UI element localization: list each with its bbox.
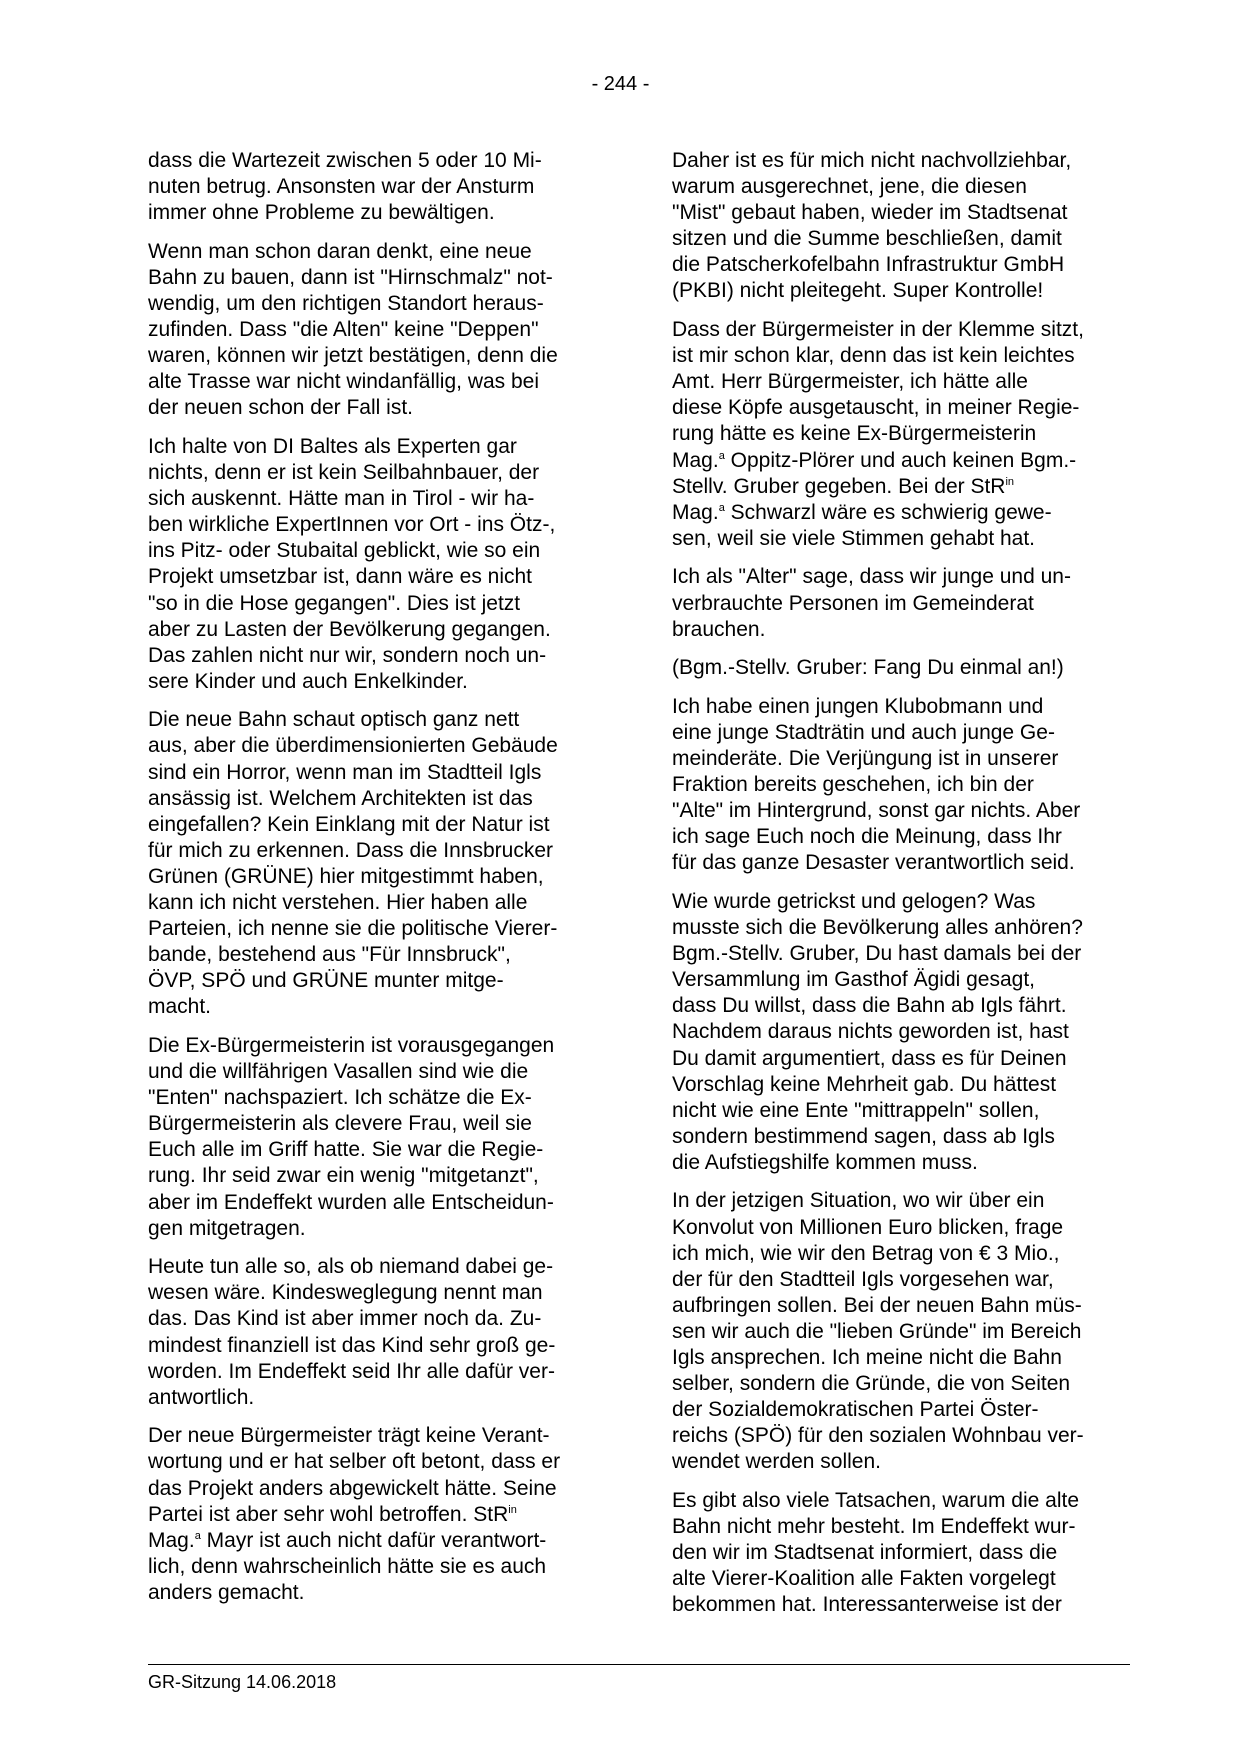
text-line: lich, denn wahrscheinlich hätte sie es auch (148, 1554, 547, 1578)
footer-divider (148, 1664, 1130, 1665)
text-line: anders gemacht. (148, 1580, 305, 1604)
text-line: Projekt umsetzbar ist, dann wäre es nicht (148, 565, 533, 589)
text-line: aber zu Lasten der Bevölkerung gegangen. (148, 617, 551, 641)
text-line: sere Kinder und auch Enkelkinder. (148, 669, 468, 693)
text-line: Es gibt also viele Tatsachen, warum die alte (672, 1489, 1079, 1512)
text-line: wortung und er hat selber oft betont, dass er (148, 1450, 561, 1474)
text-line: immer ohne Probleme zu bewältigen. (148, 201, 495, 225)
text-line: Daher ist es für mich nicht nachvollziehbar, (672, 149, 1072, 172)
text-line: Du damit argumentiert, dass es für Deinen (672, 1046, 1067, 1070)
text-line: "Mist" gebaut haben, wieder im Stadtsenat (672, 201, 1068, 225)
text-line: Ich habe einen jungen Klubobmann und (672, 694, 1044, 718)
text-line: nichts, denn er ist kein Seilbahnbauer, der (148, 461, 540, 485)
footer-session-date: GR-Sitzung 14.06.2018 (148, 1672, 337, 1692)
text-line: Amt. Herr Bürgermeister, ich hätte alle (672, 370, 1028, 394)
text-line: rung. Ihr seid zwar ein wenig "mitgetanzt", (148, 1164, 539, 1188)
right-paragraph-8 (672, 1488, 1118, 1618)
right-paragraph-5 (672, 694, 1118, 877)
right-paragraph-2 (672, 317, 1118, 552)
text-line: Euch alle im Griff hatte. Sie war die Regie- (148, 1138, 544, 1162)
text-line: für mich zu erkennen. Dass die Innsbrucker (148, 838, 554, 862)
left-paragraph-5 (148, 1033, 594, 1242)
text-line: für das ganze Desaster verantwortlich seid. (672, 851, 1075, 875)
text-line: wendet werden sollen. (672, 1450, 881, 1474)
text-line: wendig, um den richtigen Standort heraus- (148, 291, 544, 315)
text-line: sen wir auch die "lieben Gründe" im Bereich (672, 1319, 1082, 1343)
text-line: aus, aber die überdimensionierten Gebäude (148, 734, 558, 758)
text-line: sind ein Horror, wenn man im Stadtteil Igls (148, 760, 542, 784)
text-line: waren, können wir jetzt bestätigen, denn die (148, 344, 558, 368)
text-line: alte Trasse war nicht windanfällig, was bei (148, 370, 540, 394)
text-line: ÖVP, SPÖ und GRÜNE munter mitge- (148, 969, 504, 993)
text-line: ansässig ist. Welchem Architekten ist das (148, 786, 533, 810)
text-line: In der jetzigen Situation, wo wir über ein (672, 1189, 1045, 1213)
text-line: musste sich die Bevölkerung alles anhören? (672, 916, 1083, 940)
text-line: antwortlich. (148, 1385, 255, 1409)
right-paragraph-3 (672, 564, 1118, 642)
text-line: ich sage Euch noch die Meinung, dass Ihr (672, 825, 1062, 849)
text-line: Die neue Bahn schaut optisch ganz nett (148, 708, 520, 732)
text-line: ist mir schon klar, denn das ist kein leichtes (672, 344, 1075, 368)
text-line: sen, weil sie viele Stimmen gehabt hat. (672, 526, 1036, 550)
right-paragraph-7 (672, 1188, 1118, 1475)
text-line: Nachdem daraus nichts geworden ist, hast (672, 1020, 1069, 1044)
text-line: ben wirkliche ExpertInnen vor Ort - ins Ötz-, (148, 513, 556, 537)
text-line: meinderäte. Die Verjüngung ist in unserer (672, 746, 1059, 770)
left-paragraph-3 (148, 434, 594, 695)
text-line: rung hätte es keine Ex-Bürgermeisterin (672, 422, 1037, 446)
text-line: bande, bestehend aus "Für Innsbruck", (148, 943, 511, 967)
text-line: Bürgermeisterin als clevere Frau, weil sie (148, 1112, 532, 1136)
text-line: Fraktion bereits geschehen, ich bin der (672, 773, 1034, 797)
text-line: Mag.$^a$ Mayr ist auch nicht dafür verantwort- (148, 1528, 547, 1552)
text-line: Grünen (GRÜNE) hier mitgestimmt haben, (148, 864, 544, 888)
text-line: die Aufstiegshilfe kommen muss. (672, 1150, 978, 1174)
text-line: Das zahlen nicht nur wir, sondern noch un- (148, 643, 547, 667)
text-line: alte Vierer-Koalition alle Fakten vorgelegt (672, 1567, 1056, 1591)
text-line: dass die Wartezeit zwischen 5 oder 10 Mi- (148, 149, 542, 172)
text-line: Ich halte von DI Baltes als Experten gar (148, 434, 517, 458)
text-line: Die Ex-Bürgermeisterin ist vorausgegangen (148, 1034, 555, 1057)
text-line: nuten betrug. Ansonsten war der Ansturm (148, 175, 535, 199)
text-line: Bahn nicht mehr besteht. Im Endeffekt wur- (672, 1515, 1076, 1539)
text-line: macht. (148, 995, 212, 1019)
text-line: Bahn zu bauen, dann ist "Hirnschmalz" not- (148, 265, 553, 289)
text-line: Parteien, ich nenne sie die politische Vierer- (148, 917, 558, 941)
text-line: "so in die Hose gegangen". Dies ist jetzt (148, 591, 521, 615)
text-line: worden. Im Endeffekt seid Ihr alle dafür ver- (148, 1359, 555, 1383)
text-line: aufbringen sollen. Bei der neuen Bahn müs- (672, 1293, 1082, 1317)
text-line: dass Du willst, dass die Bahn ab Igls fährt. (672, 994, 1067, 1018)
text-line: Konvolut von Millionen Euro blicken, frage (672, 1215, 1064, 1239)
text-line: Wie wurde getrickst und gelogen? Was (672, 889, 1036, 913)
text-line: Der neue Bürgermeister trägt keine Verant- (148, 1424, 550, 1448)
left-paragraph-2 (148, 239, 594, 422)
right-paragraph-1 (672, 148, 1118, 305)
text-line: der neuen schon der Fall ist. (148, 396, 413, 420)
text-line: wesen wäre. Kindesweglegung nennt man (148, 1281, 543, 1305)
text-line: Mag.$^a$ Schwarzl wäre es schwierig gewe- (672, 500, 1052, 524)
text-line: ins Pitz- oder Stubaital geblickt, wie so ein (148, 539, 541, 563)
left-paragraph-7 (148, 1423, 594, 1606)
text-line: diese Köpfe ausgetauscht, in meiner Regie- (672, 396, 1080, 420)
text-line: Stellv. Gruber gegeben. Bei der StR$^{in}$ (672, 474, 1015, 498)
text-line: Igls ansprechen. Ich meine nicht die Bahn (672, 1346, 1062, 1370)
text-line: selber, sondern die Gründe, die von Seiten (672, 1372, 1071, 1396)
text-line: mindest finanziell ist das Kind sehr groß ge- (148, 1333, 556, 1357)
text-line: das. Das Kind ist aber immer noch da. Zu- (148, 1307, 542, 1331)
text-line: sich auskennt. Hätte man in Tirol - wir ha- (148, 487, 535, 511)
text-line: die Patscherkofelbahn Infrastruktur GmbH (672, 253, 1065, 277)
text-line: reichs (SPÖ) für den sozialen Wohnbau ver- (672, 1424, 1084, 1448)
text-line: warum ausgerechnet, jene, die diesen (672, 175, 1027, 199)
text-line: verbrauchte Personen im Gemeinderat (672, 591, 1034, 615)
text-line: nicht wie eine Ente "mittrappeln" sollen, (672, 1098, 1040, 1122)
page-number: - 244 - (591, 73, 650, 95)
text-line: (PKBI) nicht pleitegeht. Super Kontrolle! (672, 279, 1044, 303)
right-column (672, 148, 1118, 1631)
left-paragraph-4 (148, 707, 594, 1020)
text-line: zufinden. Dass "die Alten" keine "Deppen" (148, 318, 539, 342)
text-line: brauchen. (672, 617, 766, 641)
text-line: den wir im Stadtsenat informiert, dass die (672, 1541, 1058, 1565)
text-line: aber im Endeffekt wurden alle Entscheidun- (148, 1190, 554, 1214)
text-line: Wenn man schon daran denkt, eine neue (148, 239, 532, 263)
text-line: (Bgm.-Stellv. Gruber: Fang Du einmal an!) (672, 656, 1064, 680)
right-paragraph-4 (672, 655, 1118, 681)
text-line: eingefallen? Kein Einklang mit der Natur ist (148, 812, 550, 836)
text-line: gen mitgetragen. (148, 1216, 306, 1240)
text-line: und die willfährigen Vasallen sind wie die (148, 1060, 529, 1084)
text-line: eine junge Stadträtin und auch junge Ge- (672, 720, 1055, 744)
text-line: Versammlung im Gasthof Ägidi gesagt, (672, 968, 1036, 992)
right-paragraph-6 (672, 889, 1118, 1176)
text-line: sitzen und die Summe beschließen, damit (672, 227, 1062, 251)
text-line: Vorschlag keine Mehrheit gab. Du hättest (672, 1072, 1057, 1096)
text-line: "Enten" nachspaziert. Ich schätze die Ex- (148, 1086, 532, 1110)
text-line: Heute tun alle so, als ob niemand dabei ge- (148, 1255, 554, 1279)
left-paragraph-1 (148, 148, 594, 226)
text-line: "Alte" im Hintergrund, sonst gar nichts. Aber (672, 799, 1081, 823)
text-line: der für den Stadtteil Igls vorgesehen war, (672, 1267, 1054, 1291)
left-paragraph-6 (148, 1254, 594, 1411)
text-line: Dass der Bürgermeister in der Klemme sitzt, (672, 318, 1084, 342)
text-line: Ich als "Alter" sage, dass wir junge und un- (672, 565, 1071, 589)
text-line: kann ich nicht verstehen. Hier haben alle (148, 891, 528, 915)
text-line: Mag.$^a$ Oppitz-Plörer und auch keinen Bgm.- (672, 448, 1077, 472)
text-line: Bgm.-Stellv. Gruber, Du hast damals bei der (672, 942, 1082, 966)
text-line: das Projekt anders abgewickelt hätte. Seine (148, 1476, 557, 1500)
text-line: der Sozialdemokratischen Partei Öster- (672, 1398, 1039, 1422)
left-column (148, 148, 594, 1618)
text-line: bekommen hat. Interessanterweise ist der (672, 1593, 1062, 1617)
text-line: sondern bestimmend sagen, dass ab Igls (672, 1124, 1055, 1148)
text-line: ich mich, wie wir den Betrag von € 3 Mio., (672, 1241, 1060, 1265)
text-line: Partei ist aber sehr wohl betroffen. StR$^{in}$ (148, 1502, 517, 1526)
